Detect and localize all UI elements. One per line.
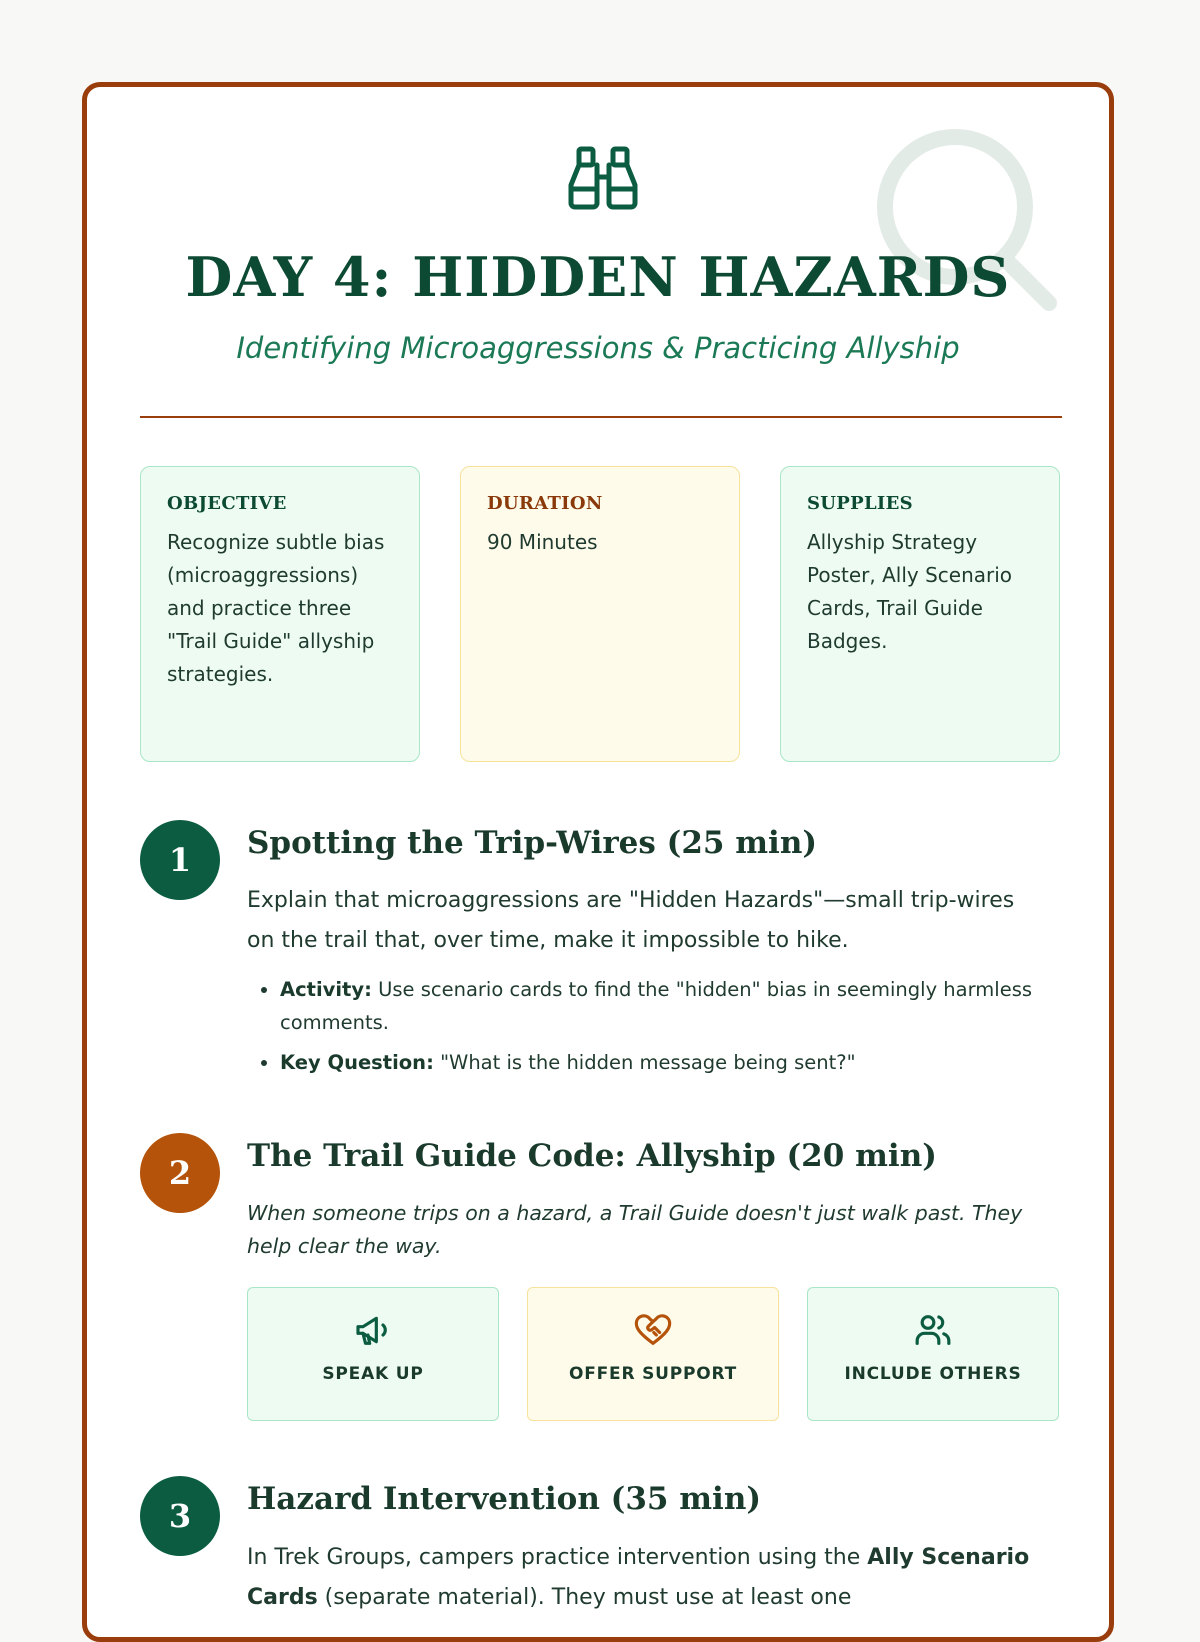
- section-3-text: In Trek Groups, campers practice intervention using the Ally Scenario Cards (separate material). They must use at least one: [247, 1545, 1030, 1610]
- strategy-include-others: [807, 1287, 1059, 1421]
- section-1-title: Spotting the Trip-Wires (25 min): [247, 825, 818, 861]
- section-1-text: Explain that microaggressions are "Hidden Hazards"—small trip-wires on the trail that, over time, make it impossible to hike.: [247, 888, 1015, 953]
- objective-label: OBJECTIVE: [167, 493, 287, 514]
- step-badge-1: 1: [140, 820, 220, 900]
- step-badge-2: 2: [140, 1133, 220, 1213]
- supplies-text: Allyship Strategy Poster, Ally Scenario Cards, Trail Guide Badges.: [807, 530, 1013, 653]
- lesson-card: [82, 82, 1114, 1642]
- objective-text: Recognize subtle bias (microaggressions) and practice three "Trail Guide" allyship strategies.: [167, 530, 385, 686]
- duration-label: DURATION: [487, 493, 603, 514]
- strategy-label: INCLUDE OTHERS: [844, 1364, 1022, 1384]
- supplies-card: [780, 466, 1060, 762]
- binoculars-icon: [565, 145, 641, 215]
- section-2-title: The Trail Guide Code: Allyship (20 min): [247, 1138, 937, 1174]
- section-1-bullets: [247, 973, 1060, 1086]
- strategy-offer-support: [527, 1287, 779, 1421]
- page-subtitle: Identifying Microaggressions & Practicing Allyship: [236, 331, 960, 365]
- duration-card: [460, 466, 740, 762]
- megaphone-icon: [353, 1310, 393, 1350]
- supplies-label: SUPPLIES: [807, 493, 913, 514]
- duration-text: 90 Minutes: [487, 530, 598, 554]
- list-item: • Key Question: "What is the hidden message being sent?": [280, 1046, 1060, 1079]
- users-icon: [913, 1310, 953, 1350]
- section-3-title: Hazard Intervention (35 min): [247, 1481, 762, 1517]
- strategy-label: SPEAK UP: [322, 1364, 424, 1384]
- header-divider: [140, 416, 1062, 418]
- objective-card: [140, 466, 420, 762]
- step-badge-3: 3: [140, 1476, 220, 1556]
- list-item: • Activity: Use scenario cards to find the "hidden" bias in seemingly harmless comments.: [280, 973, 1060, 1039]
- strategy-speak-up: [247, 1287, 499, 1421]
- strategy-label: OFFER SUPPORT: [568, 1364, 738, 1384]
- page-title: DAY 4: HIDDEN HAZARDS: [185, 245, 1011, 309]
- section-2-intro: When someone trips on a hazard, a Trail Guide doesn't just walk past. They help clear the way.: [247, 1201, 1023, 1258]
- heart-handshake-icon: [633, 1310, 673, 1350]
